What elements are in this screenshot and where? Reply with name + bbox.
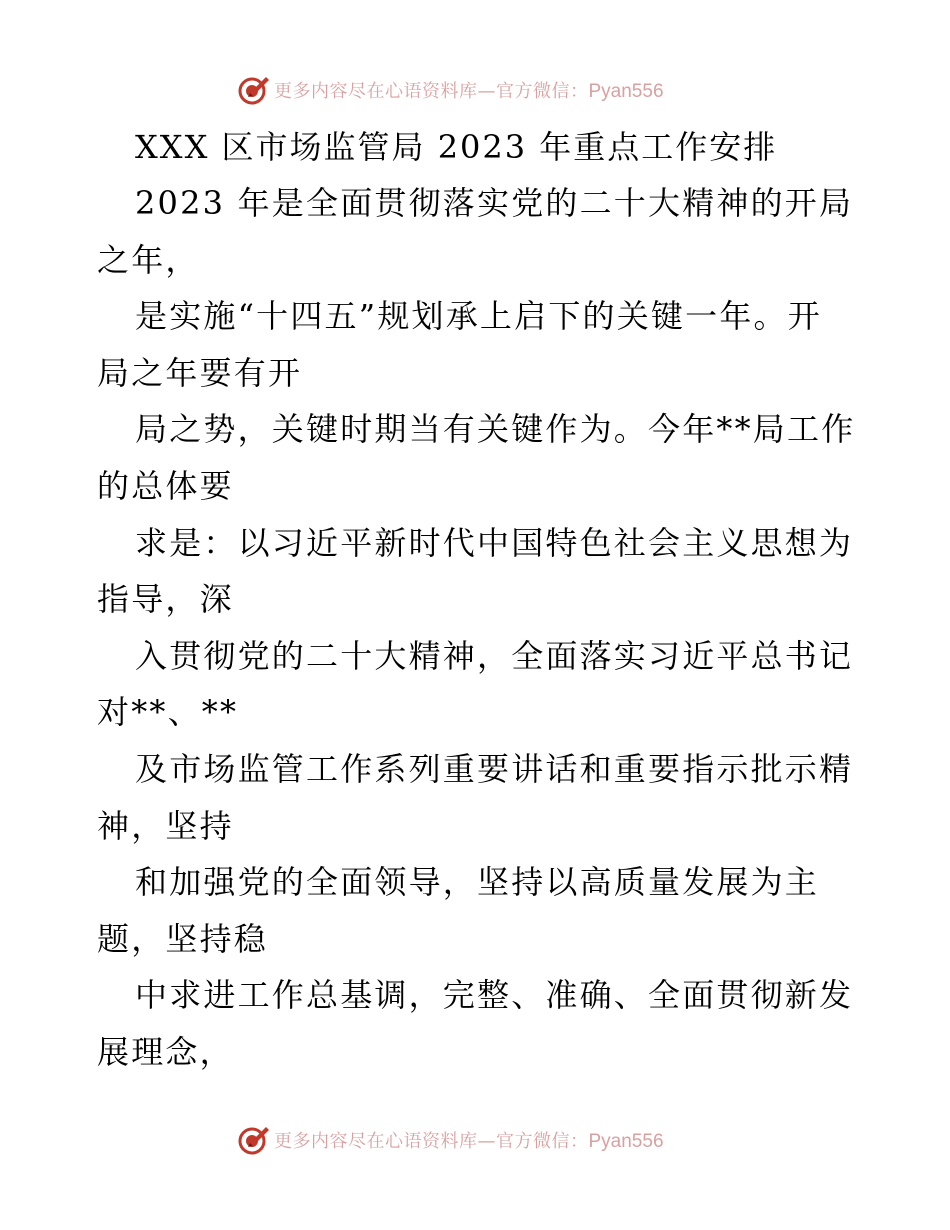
body-line: 题，坚持稳 xyxy=(97,919,269,958)
pen-circle-logo-icon xyxy=(236,73,270,107)
body-line: 和加强党的全面领导，坚持以高质量发展为主 xyxy=(135,863,820,902)
body-line: 求是：以习近平新时代中国特色社会主义思想为 xyxy=(135,523,854,562)
watermark-footer xyxy=(236,1123,664,1157)
body-line: 2023 年是全面贯彻落实党的二十大精神的开局 xyxy=(135,184,854,222)
body-line: 对**、** xyxy=(97,693,239,732)
body-line: 局之势，关键时期当有关键作为。今年**局工作 xyxy=(135,410,856,449)
pen-circle-logo-icon xyxy=(236,1123,270,1157)
body-line: 中求进工作总基调，完整、准确、全面贯彻新发 xyxy=(135,976,854,1015)
body-line: 神，坚持 xyxy=(97,806,234,845)
watermark-wechat-id: Pyan556 xyxy=(588,1131,664,1152)
document-title: XXX 区市场监管局 2023 年重点工作安排 xyxy=(135,128,778,166)
watermark-text: 更多内容尽在心语资料库—官方微信：Pyan556 xyxy=(274,81,664,102)
body-line: 局之年要有开 xyxy=(97,353,303,392)
body-line: 入贯彻党的二十大精神，全面落实习近平总书记 xyxy=(135,636,854,675)
body-line: 指导，深 xyxy=(97,580,234,619)
watermark-text: 更多内容尽在心语资料库—官方微信：Pyan556 xyxy=(274,1131,664,1152)
watermark-header xyxy=(236,73,664,107)
body-line: 是实施“十四五”规划承上启下的关键一年。开 xyxy=(135,297,822,336)
watermark-wechat-id: Pyan556 xyxy=(588,81,664,102)
body-line: 之年， xyxy=(97,240,200,279)
body-line: 展理念， xyxy=(97,1033,234,1071)
body-line: 及市场监管工作系列重要讲话和重要指示批示精 xyxy=(135,750,854,788)
body-line: 的总体要 xyxy=(97,467,234,505)
